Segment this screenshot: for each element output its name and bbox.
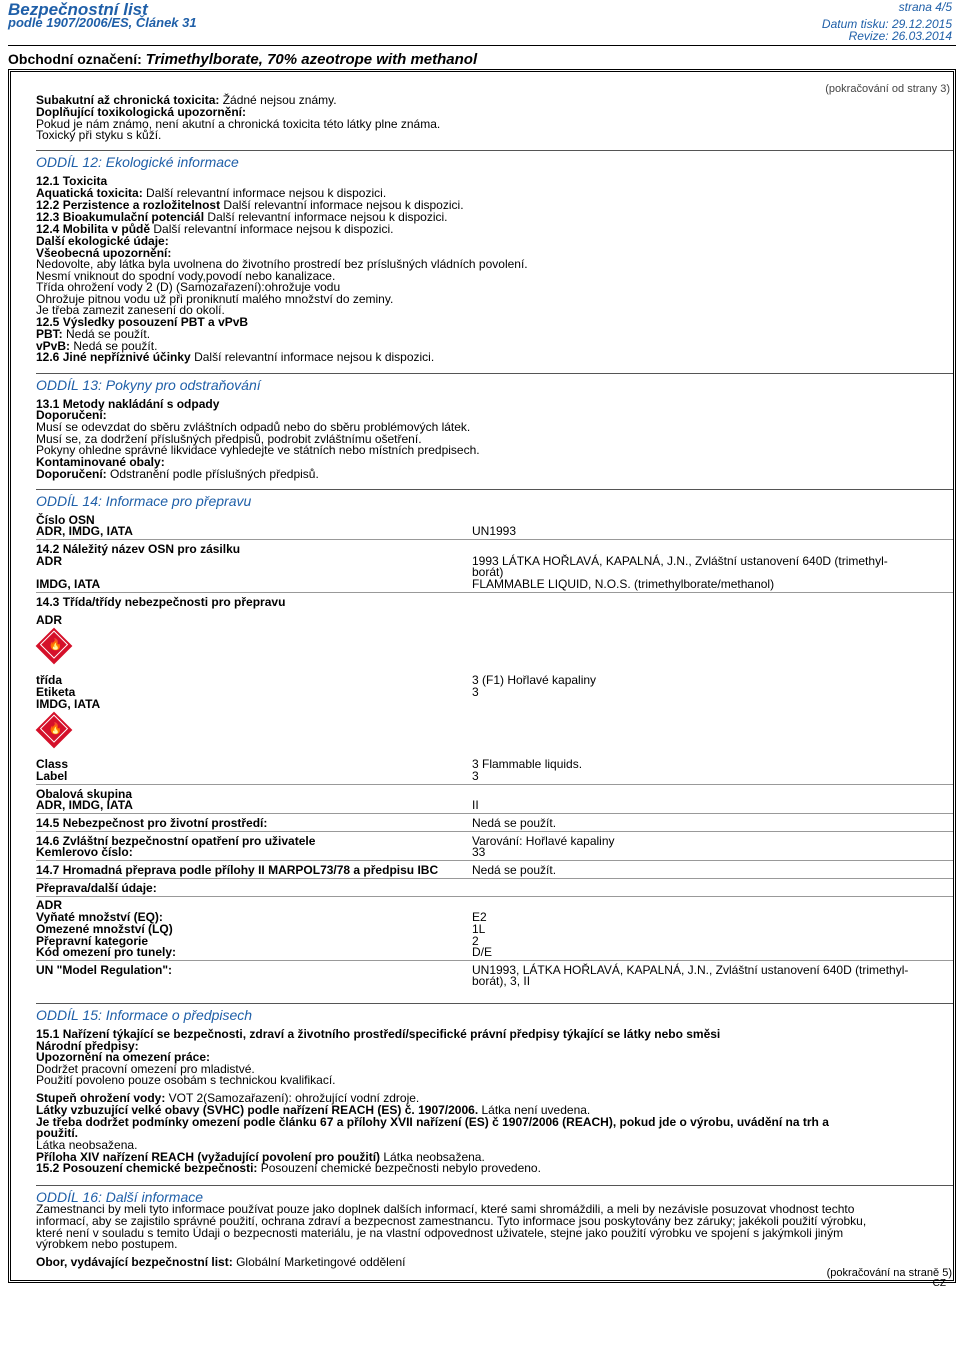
s14-un-value: UN1993: [472, 524, 517, 538]
s14-imdg-key: IMDG, IATA: [36, 577, 101, 591]
toxicology-note-2: Toxický při styku s kůží.: [36, 128, 162, 142]
s15-annex-xiv: Příloha XIV nařízení REACH (vyžadující povolení pro použití) Látka neobsažena.: [36, 1150, 485, 1164]
toxicology-notes-heading: Doplňující toxikologická upozornění:: [36, 105, 247, 119]
s16-line-2: informací, aby se zajistilo správné použití, ochrana zdraví a bezpecnost zamestnancu. Tyto informace jsou poskytovány bez záruky; jakékoli použití výrobku,: [36, 1214, 867, 1228]
s12-note-1: Nedovolte, aby látka byla uvolnena do životního prostredí bez príslušných vládních povolení.: [36, 257, 528, 271]
s14-trida-key: třída: [36, 673, 63, 687]
s13-packaging-heading: Kontaminované obaly:: [36, 455, 165, 469]
s14-other-heading: Přeprava/další údaje:: [36, 881, 157, 895]
s12-mobility: 12.4 Mobilita v půdě Další relevantní informace nejsou k dispozici.: [36, 222, 394, 236]
s15-line-1: Dodržet pracovní omezení pro mladistvé.: [36, 1062, 255, 1076]
s14-env-key: 14.5 Nebezpečnost pro životní prostředí:: [36, 816, 268, 830]
s16-line-3: které není v souladu s temito Údaji o bezpecnosti materiálu, je na vlastní odpovednost uživatele, stejne jako použití výrobku ve spojení s jakýmkoli jiným: [36, 1226, 844, 1240]
s14-packing-key: ADR, IMDG, IATA: [36, 798, 133, 812]
section-rule: [36, 1003, 953, 1004]
row-divider: [36, 960, 953, 961]
row-divider: [36, 831, 953, 832]
revision-date: Revize: 26.03.2014: [848, 29, 952, 43]
s12-persistence: 12.2 Perzistence a rozložitelnost Další relevantní informace nejsou k dispozici.: [36, 198, 464, 212]
s14-model-key: UN "Model Regulation":: [36, 963, 173, 977]
row-divider: [36, 539, 953, 540]
s15-restrictions-line-1: Je třeba dodržet podmínky omezení podle článku 67 a přílohy XVII nařízení (ES) č 1907/2006 (REACH), pokud jde o výrobu, uvádění na trh a: [36, 1115, 829, 1129]
language-code: CZ: [932, 1278, 946, 1289]
s16-line-4: výrobkem nebo postupem.: [36, 1237, 178, 1251]
s14-tunnel-value: D/E: [472, 945, 493, 959]
s14-eq-value: E2: [472, 910, 487, 924]
s14-adr-key: ADR: [36, 554, 62, 568]
s14-label-key: Label: [36, 769, 68, 783]
s14-packing-heading: Obalová skupina: [36, 787, 133, 801]
continued-to: (pokračování na straně 5): [826, 1267, 952, 1279]
s14-class-heading: 14.3 Třída/třídy nebezpečnosti pro přepravu: [36, 595, 286, 609]
section-14-title: ODDÍL 14: Informace pro přepravu: [36, 493, 252, 509]
section-12-title: ODDÍL 12: Ekologické informace: [36, 154, 239, 170]
s14-name-heading: 14.2 Náležitý název OSN pro zásilku: [36, 542, 241, 556]
s14-etiketa-value: 3: [472, 685, 479, 699]
section-rule: [36, 1185, 953, 1186]
s14-category-value: 2: [472, 934, 479, 948]
s14-class-value: 3 Flammable liquids.: [472, 757, 583, 771]
s12-bioaccumulation: 12.3 Bioakumulační potenciál Další relevantní informace nejsou k dispozici.: [36, 210, 448, 224]
s12-note-5: Je třeba zamezit zanesení do okolí.: [36, 303, 225, 317]
section-16-title: ODDÍL 16: Další informace: [36, 1189, 204, 1205]
continued-from: (pokračování od strany 3): [825, 83, 950, 95]
header-divider: [8, 45, 956, 46]
s13-line-2: Musí se, za dodržení příslušných předpisů, podrobit zvláštnímu ošetření.: [36, 432, 422, 446]
row-divider: [36, 878, 953, 879]
s14-lq-key: Omezené množství (LQ): [36, 922, 173, 936]
s14-imdg-value: FLAMMABLE LIQUID, N.O.S. (trimethylborate/methanol): [472, 577, 775, 591]
s13-recommendation-heading: Doporučení:: [36, 408, 107, 422]
s12-note-2: Nesmí vniknout do spodní vody,povodí nebo kanalizace.: [36, 269, 336, 283]
s14-env-value: Nedá se použít.: [472, 816, 557, 830]
s15-restrictions-line-2: použití.: [36, 1126, 78, 1140]
s12-pbt: PBT: Nedá se použít.: [36, 327, 151, 341]
s14-adr3-key: ADR: [36, 898, 62, 912]
trade-name-line: [8, 51, 477, 68]
s14-class-key: Class: [36, 757, 69, 771]
s15-water-hazard: Stupeň ohrožení vody: VOT 2(Samozařazení): ohrožující vodní zdroje.: [36, 1091, 420, 1105]
print-date: Datum tisku: 29.12.2015: [821, 17, 952, 31]
s15-chemical-safety: 15.2 Posouzení chemické bezpečnosti: Posouzení chemické bezpečnosti nebylo provedeno.: [36, 1161, 541, 1175]
s14-special-key: 14.6 Zvláštní bezpečnostní opatření pro uživatele: [36, 834, 316, 848]
s14-special-value: Varování: Hořlavé kapaliny: [472, 834, 615, 848]
s12-note-3: Třída ohrožení vody 2 (D) (Samozařazení):ohrožuje vodu: [36, 280, 341, 294]
trade-name-label: Obchodní označení:: [8, 51, 142, 67]
s14-un-key: ADR, IMDG, IATA: [36, 524, 133, 538]
s12-toxicity: 12.1 Toxicita: [36, 174, 108, 188]
s15-work-restrictions-heading: Upozornění na omezení práce:: [36, 1050, 211, 1064]
section-13-title: ODDÍL 13: Pokyny pro odstraňování: [36, 377, 261, 393]
document-subtitle: podle 1907/2006/ES, Článek 31: [8, 15, 197, 30]
row-divider: [36, 860, 953, 861]
page-number: strana 4/5: [898, 0, 952, 14]
s14-packing-value: II: [472, 798, 479, 812]
row-divider: [36, 896, 953, 897]
s12-eco-data-heading: Další ekologické údaje:: [36, 234, 169, 248]
section-rule: [36, 373, 953, 374]
subacute-toxicity: Subakutní až chronická toxicita: Žádné nejsou známy.: [36, 93, 337, 107]
s14-model-value-1: UN1993, LÁTKA HOŘLAVÁ, KAPALNÁ, J.N., Zvláštní ustanovení 640D (trimethyl-: [472, 963, 909, 977]
trade-name: Trimethylborate, 70% azeotrope with methanol: [145, 51, 478, 68]
s15-national-heading: Národní předpisy:: [36, 1039, 139, 1053]
s15-svhc: Látky vzbuzující velké obavy (SVHC) podle nařízení REACH (ES) č. 1907/2006. Látka není uvedena.: [36, 1103, 591, 1117]
section-rule: [36, 489, 953, 490]
flammable-hazard-icon: 🔥: [36, 712, 73, 749]
row-divider: [36, 813, 953, 814]
s14-label-value: 3: [472, 769, 479, 783]
row-divider: [36, 784, 953, 785]
s14-marpol-key: 14.7 Hromadná přeprava podle přílohy II MARPOL73/78 a předpisu IBC: [36, 863, 439, 877]
s13-line-3: Pokyny ohledne správné likvidace vyhledejte ve státních nebo místních predpisech.: [36, 443, 480, 457]
s12-vpvb: vPvB: Nedá se použít.: [36, 339, 158, 353]
s13-line-1: Musí se odevzdat do sběru zvláštních odpadů nebo do sběru problémových látek.: [36, 420, 471, 434]
s15-not-contained: Látka neobsažena.: [36, 1138, 138, 1152]
s15-line-2: Použití povoleno pouze osobám s technickou kvalifikací.: [36, 1073, 336, 1087]
s14-trida-value: 3 (F1) Hořlavé kapaliny: [472, 673, 597, 687]
row-divider: [36, 592, 953, 593]
document-title: Bezpečnostní list: [8, 0, 148, 19]
s14-adr-value-1: 1993 LÁTKA HOŘLAVÁ, KAPALNÁ, J.N., Zvláštní ustanovení 640D (trimethyl-: [472, 554, 888, 568]
s13-methods-heading: 13.1 Metody nakládání s odpady: [36, 397, 220, 411]
s14-kemler-key: Kemlerovo číslo:: [36, 845, 133, 859]
flammable-hazard-icon: 🔥: [36, 628, 73, 665]
s14-un-heading: Číslo OSN: [36, 513, 95, 527]
section-15-title: ODDÍL 15: Informace o předpisech: [36, 1007, 253, 1023]
s14-imdg2-key: IMDG, IATA: [36, 697, 101, 711]
s14-adr-value-2: borát): [472, 565, 504, 579]
s14-marpol-value: Nedá se použít.: [472, 863, 557, 877]
s14-category-key: Přepravní kategorie: [36, 934, 149, 948]
s14-adr2-key: ADR: [36, 613, 62, 627]
s12-general-notes-heading: Všeobecná upozornění:: [36, 246, 172, 260]
s14-etiketa-key: Etiketa: [36, 685, 76, 699]
toxicology-note-1: Pokud je nám známo, není akutní a chronická toxicita této látky plne známa.: [36, 117, 441, 131]
s14-eq-key: Vyňaté množství (EQ):: [36, 910, 163, 924]
s12-other-effects: 12.6 Jiné nepříznivé účinky Další relevantní informace nejsou k dispozici.: [36, 350, 435, 364]
s14-lq-value: 1L: [472, 922, 486, 936]
s12-aquatic-toxicity: Aquatická toxicita: Další relevantní informace nejsou k dispozici.: [36, 186, 387, 200]
s14-kemler-value: 33: [472, 845, 486, 859]
s13-packaging-recommendation: Doporučení: Odstranění podle příslušných předpisů.: [36, 467, 319, 481]
s14-tunnel-key: Kód omezení pro tunely:: [36, 945, 177, 959]
s16-line-1: Zamestnanci by meli tyto informace používat pouze jako doplnek dalších informací, které sami shromáždili, a meli by nezávisle posuzovat vhodnost techto: [36, 1202, 855, 1216]
s12-pbt-heading: 12.5 Výsledky posouzení PBT a vPvB: [36, 315, 249, 329]
s14-model-value-2: borát), 3, II: [472, 974, 531, 988]
s15-regulations-heading: 15.1 Nařízení týkající se bezpečnosti, zdraví a životního prostředí/specifické právní předpisy týkající se látky nebo směsi: [36, 1027, 721, 1041]
s16-issuer: Obor, vydávající bezpečnostní list: Globální Marketingové oddělení: [36, 1255, 406, 1269]
section-rule: [36, 150, 953, 151]
s12-note-4: Ohrožuje pitnou vodu už při proniknutí malého množství do zeminy.: [36, 292, 394, 306]
